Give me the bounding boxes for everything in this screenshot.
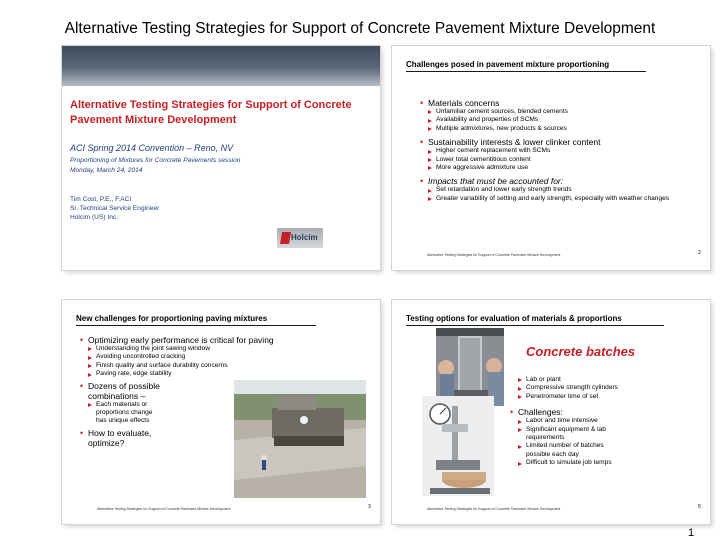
sub-bullet: More aggressive admixture use (420, 164, 690, 172)
sub-bullet-line: Limited number of batches (526, 442, 604, 450)
slide-number: 2 (698, 250, 701, 256)
paving-photo (234, 380, 366, 498)
slide-1-title (62, 46, 380, 270)
slide-footer: Alternative Testing Strategies for Support of Concrete Pavement Mixture Development (427, 507, 561, 511)
bullet-list (510, 376, 706, 468)
sub-bullet: Understanding the joint sawing window (80, 345, 370, 353)
sub-bullet-line: has unique effects (96, 417, 150, 425)
sub-bullet: Multiple admixtures, new products & sources (420, 125, 690, 133)
bullet: • Challenges: (510, 407, 706, 417)
slide-number: 3 (368, 504, 371, 510)
session-line: Proportioning of Mixtures for Concrete Pavements session (70, 157, 241, 164)
slide-number: 5 (698, 504, 701, 510)
bullet-line: optimize? (88, 437, 125, 448)
document-title: Alternative Testing Strategies for Support of Concrete Pavement Mixture Development (64, 20, 656, 37)
sub-bullet: Compressive strength cylinders (510, 384, 706, 392)
slide-heading: Challenges posed in pavement mixture proportioning (406, 60, 610, 69)
sub-bullet: Greater variability of setting and early strength, especially with weather changes (420, 195, 690, 203)
bullet: • Sustainability interests & lower clinker content (420, 137, 690, 147)
sub-bullet-line: Each materials or (96, 400, 148, 408)
sub-bullet-line: Significant equipment & lab (526, 425, 606, 433)
compression-test-photo (436, 328, 504, 406)
time-of-set-apparatus-photo (422, 396, 494, 496)
bullet-line: • Dozens of possible (88, 380, 160, 391)
sub-bullet: Paving rate, edge stability (80, 370, 370, 378)
sub-bullet: Lower total cementitious content (420, 156, 690, 164)
sub-bullet: Labor and time intensive (510, 417, 706, 425)
date-line: Monday, March 24, 2014 (70, 167, 143, 174)
bullet: • Materials concerns (420, 98, 690, 108)
heading-rule (406, 325, 664, 326)
sub-bullet: Difficult to simulate job temps (510, 459, 706, 467)
sub-bullet: Avoiding uncontrolled cracking (80, 353, 370, 361)
slide-heading: New challenges for proportioning paving mixtures (76, 314, 268, 323)
sub-bullet: Higher cement replacement with SCMs (420, 147, 690, 155)
bullet-line: combinations – (88, 390, 146, 401)
sub-bullet: Lab or plant (510, 376, 706, 384)
bullet-list (420, 98, 690, 203)
author-role: Sr. Technical Service Engineer (70, 205, 160, 212)
header-band (62, 46, 380, 86)
sub-bullet: Set retardation and lower early strength trends (420, 186, 690, 194)
page-number: 1 (688, 527, 695, 539)
sub-bullet: Penetrometer time of set (510, 393, 706, 401)
sub-bullet: Unfamiliar cement sources, blended cements (420, 108, 690, 116)
concrete-batches-label: Concrete batches (526, 344, 636, 359)
bullet: • Optimizing early performance is critical for paving (80, 335, 370, 345)
author-org: Holcim (US) Inc. (70, 214, 118, 221)
slide-footer: Alternative Testing Strategies for Support of Concrete Pavement Mixture Development (97, 507, 231, 511)
author-block (70, 195, 159, 222)
bullet: • Impacts that must be accounted for: (420, 176, 690, 186)
sub-bullet-line: possible each day (526, 450, 579, 458)
slide-2 (392, 46, 710, 270)
sub-bullet (510, 442, 706, 459)
holcim-logo (277, 228, 323, 248)
sub-bullet-line: proportions change (96, 409, 153, 417)
heading-rule (406, 71, 646, 72)
slide-4 (392, 300, 710, 524)
sub-bullet-line: requirements (526, 434, 565, 442)
bullet-line: • How to evaluate, (88, 427, 152, 438)
slide-heading: Testing options for evaluation of materials & proportions (406, 314, 622, 323)
conference-line: ACI Spring 2014 Convention – Reno, NV (70, 143, 234, 153)
logo-text: Holcim (291, 233, 318, 242)
heading-rule (76, 325, 316, 326)
slide-3 (62, 300, 380, 524)
sub-bullet (510, 426, 706, 443)
sub-bullet: Availability and properties of SCMs (420, 116, 690, 124)
slide-title: Alternative Testing Strategies for Support of Concrete Pavement Mixture Development (70, 99, 352, 126)
slide-footer: Alternative Testing Strategies for Support of Concrete Pavement Mixture Development (427, 253, 561, 257)
author-name: Tim Cost, P.E., F.ACI (70, 196, 132, 203)
sub-bullet: Finish quality and surface durability concerns (80, 362, 370, 370)
logo-mark-icon (280, 232, 291, 244)
